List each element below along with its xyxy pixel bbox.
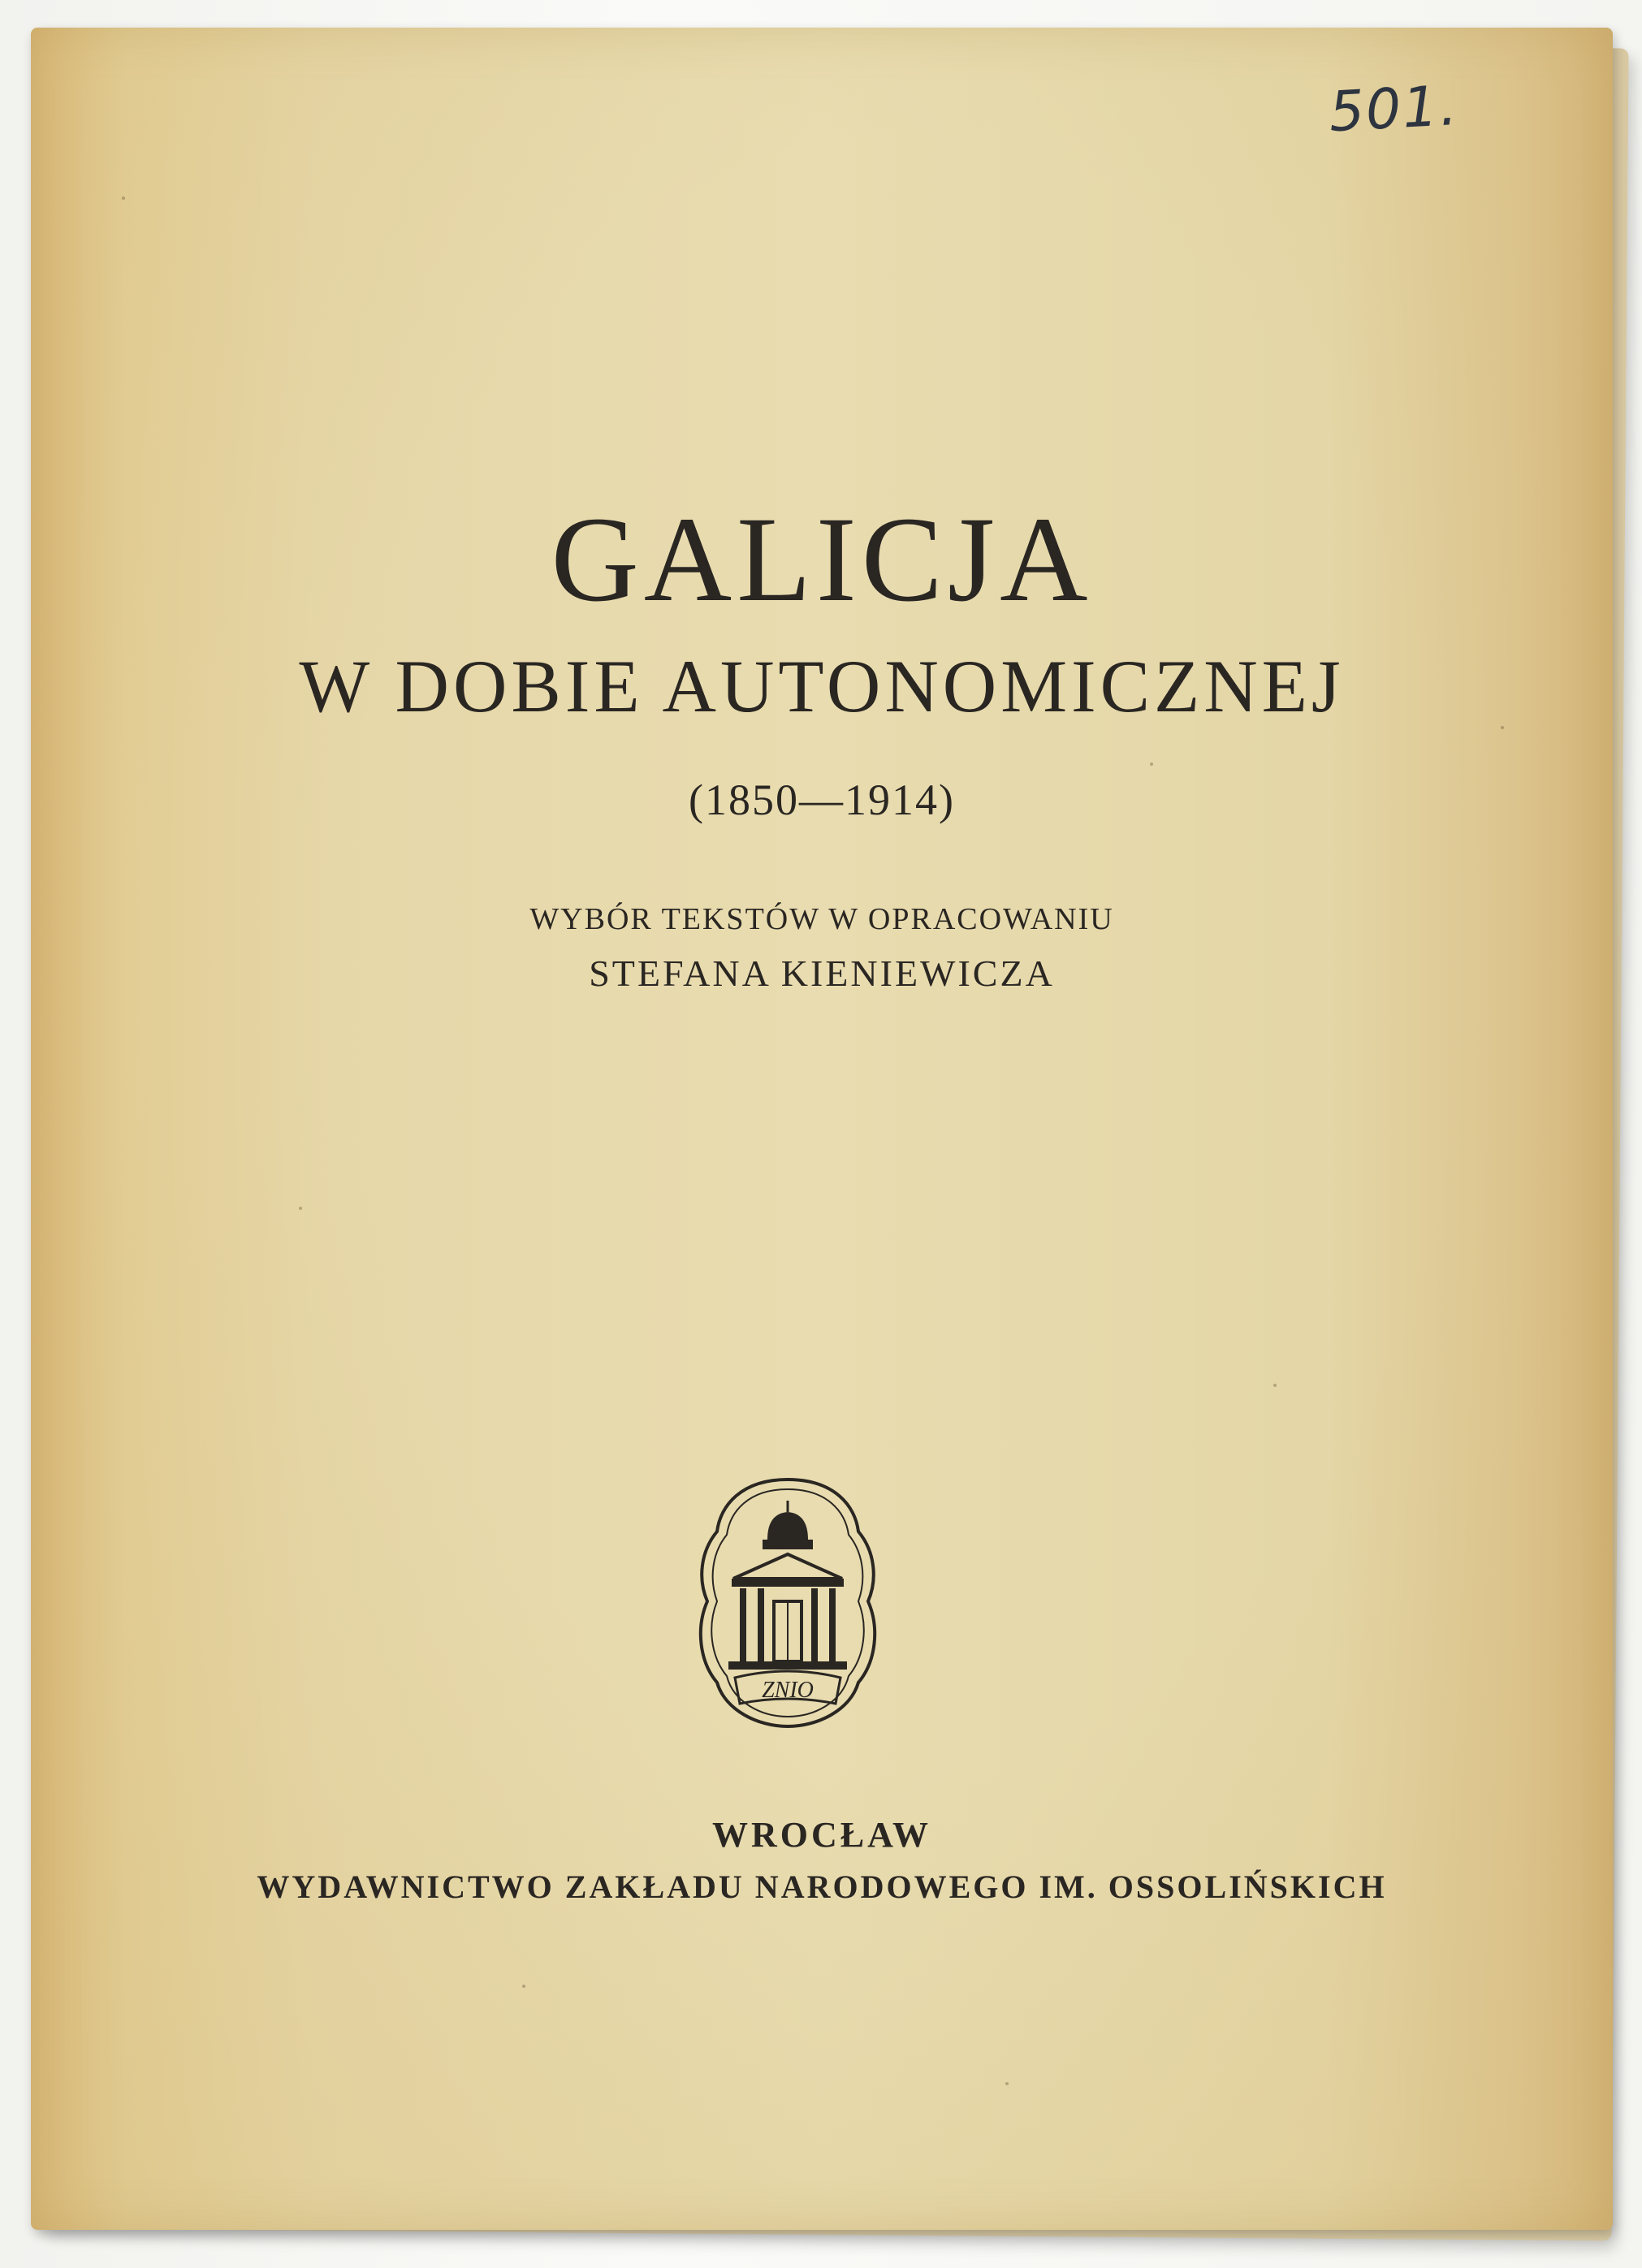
book-cover <box>31 28 1613 2230</box>
paper-speck <box>522 1985 525 1988</box>
publisher-name: WYDAWNICTWO ZAKŁADU NARODOWEGO IM. OSSOLIŃSKICH <box>257 1868 1387 1905</box>
emblem-monogram: ZNIO <box>762 1678 814 1703</box>
paper-speck <box>1005 2082 1009 2085</box>
editor-credit-line: WYBÓR TEKSTÓW W OPRACOWANIU <box>529 902 1114 936</box>
paper-speck <box>122 197 125 200</box>
paper-speck <box>1273 1384 1277 1387</box>
handwritten-shelf-mark: 501. <box>1327 73 1461 145</box>
paper-speck <box>299 1207 302 1210</box>
editor-name: STEFANA KIENIEWICZA <box>589 953 1055 994</box>
book-subtitle: W DOBIE AUTONOMICZNEJ <box>299 645 1345 728</box>
paper-speck <box>1501 726 1504 729</box>
book-title: GALICJA <box>551 492 1093 627</box>
ossolineum-emblem-icon <box>693 1473 884 1733</box>
publication-city: WROCŁAW <box>711 1815 932 1855</box>
paper-speck <box>1150 762 1153 766</box>
years-range: (1850—1914) <box>689 775 955 824</box>
